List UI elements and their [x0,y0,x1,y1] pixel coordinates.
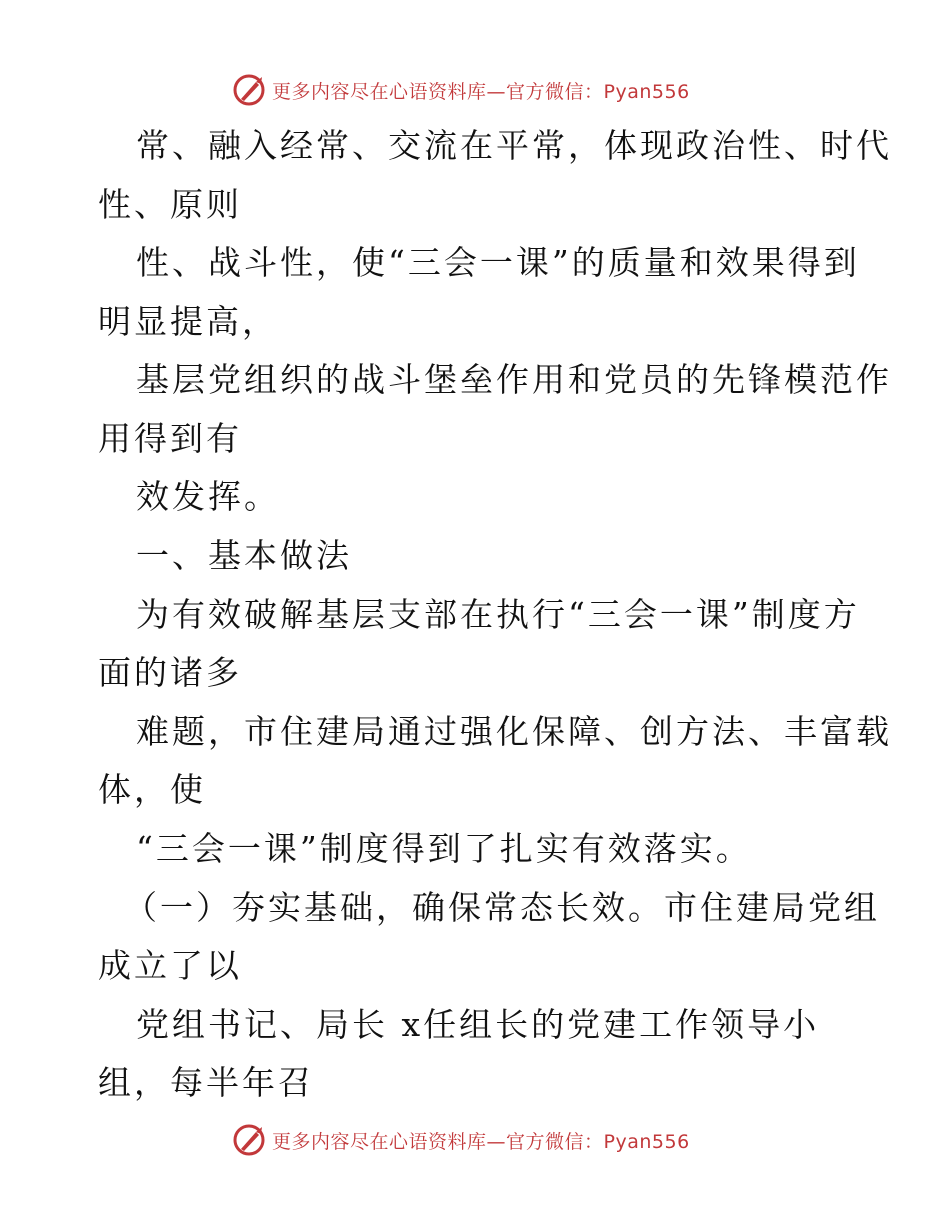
body-line: （一）夯实基础，确保常态长效。市住建局党组 [124,888,880,927]
footer-banner-account: Pyan556 [603,1130,690,1153]
header-banner-account: Pyan556 [603,80,690,103]
body-line: “三会一课”制度得到了扎实有效落实。 [136,829,752,868]
quill-pen-logo-icon [232,73,266,107]
body-line: 面的诸多 [98,653,242,692]
body-line: 基层党组织的战斗堡垒作用和党员的先锋模范作 [136,360,892,399]
body-line: 党组书记、局长 x任组长的党建工作领导小 [136,1005,820,1044]
header-banner-text [272,77,690,104]
body-line: 组，每半年召 [98,1063,314,1102]
header-banner-label: 更多内容尽在心语资料库—官方微信： [272,80,604,103]
body-line: 明显提高， [98,302,278,341]
body-line: 成立了以 [98,946,242,985]
body-line: 难题，市住建局通过强化保障、创方法、丰富载 [136,712,892,751]
body-line: 为有效破解基层支部在执行“三会一课”制度方 [136,595,860,634]
body-line: 常、融入经常、交流在平常，体现政治性、时代 [136,126,892,165]
quill-pen-logo-icon [232,1123,266,1157]
body-line: 性、战斗性，使“三会一课”的质量和效果得到 [136,243,860,282]
footer-banner-label: 更多内容尽在心语资料库—官方微信： [272,1130,604,1153]
body-line: 性、原则 [98,185,242,224]
body-line: 效发挥。 [136,477,280,516]
body-line: 体，使 [98,770,206,809]
header-banner [232,72,690,108]
footer-banner-text [272,1127,690,1154]
body-line: 用得到有 [98,419,242,458]
section-heading: 一、基本做法 [136,536,352,575]
footer-banner [232,1122,690,1158]
